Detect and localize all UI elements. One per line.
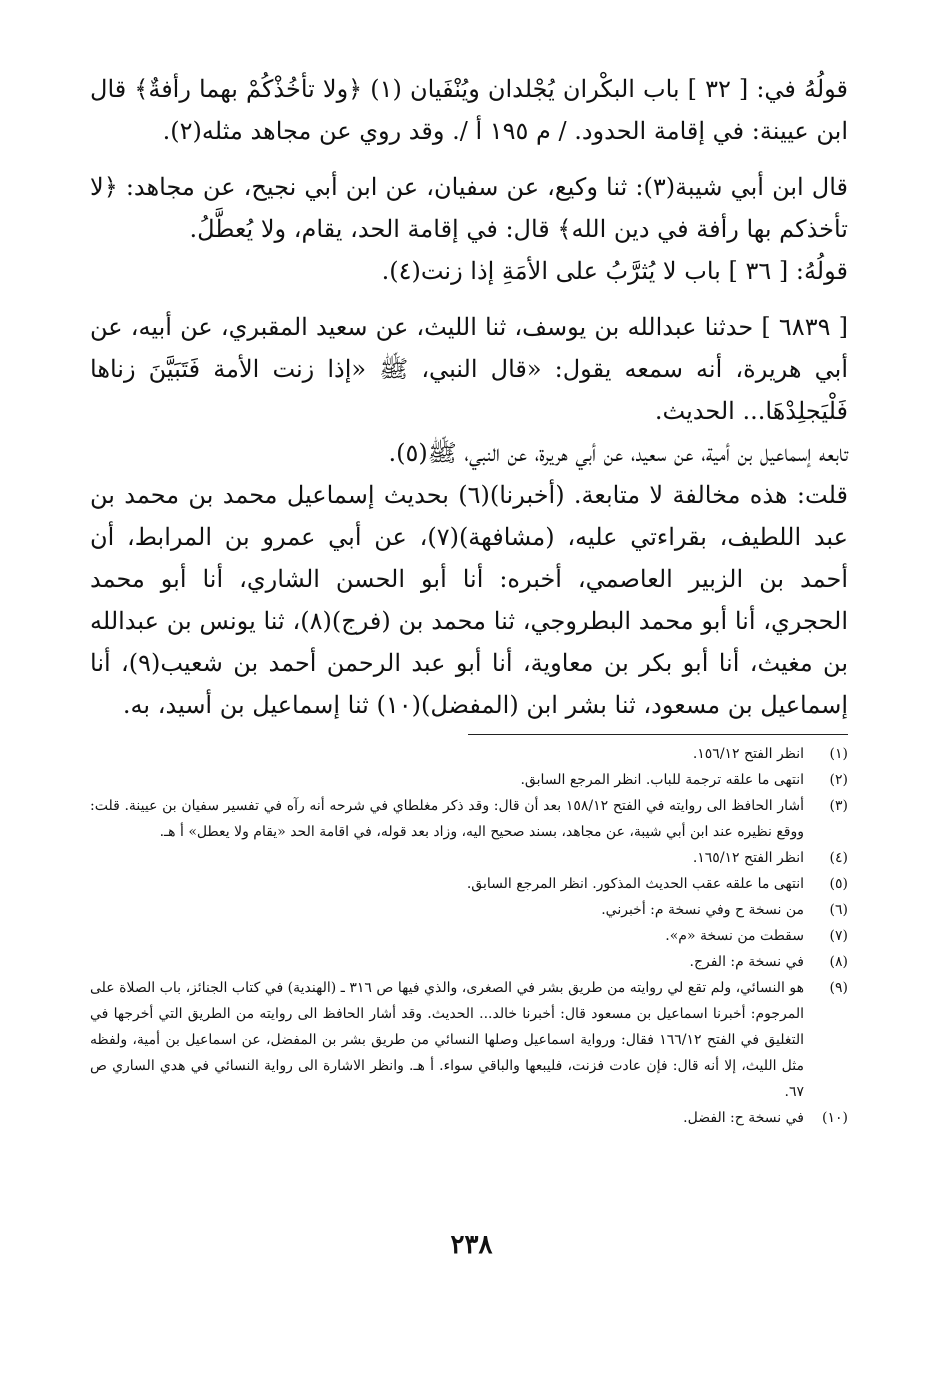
paragraph-1: قولُهُ في: [ ٣٢ ] باب البكْران يُجْلدان ويُنْفَيان (١) ﴿ولا تأخُذْكُمْ بهما رأفةٌ﴾ قال ابن عيينة: في إقامة الحدود. / م ١٩٥ أ /. وقد روي عن مجاهد مثله(٢).	[90, 75, 848, 145]
footnotes	[90, 741, 848, 1131]
footnote-number: (٤)	[829, 850, 848, 866]
footnote-item	[90, 741, 848, 767]
footnote-text: انتهى ما علقه عقب الحديث المذكور. انظر المرجع السابق.	[466, 876, 804, 892]
footnote-item	[90, 793, 848, 845]
footnote-item	[90, 871, 848, 897]
footnote-text: انتهى ما علقه ترجمة للباب. انظر المرجع السابق.	[520, 772, 804, 788]
footnote-text: في نسخة م: الفرج.	[689, 954, 804, 970]
footnote-item	[90, 1105, 848, 1131]
footnote-number: (٥)	[829, 876, 848, 892]
footnote-number: (٩)	[829, 980, 848, 996]
paragraph-3: قولُهُ: [ ٣٦ ] باب لا يُثرَّبُ على الأمَةِ إذا زنت(٤).	[381, 257, 848, 285]
main-text	[90, 68, 848, 726]
footnote-number: (٢)	[829, 772, 848, 788]
footnote-number: (٣)	[829, 798, 848, 814]
footnote-text: انظر الفتح ١٦٥/١٢.	[692, 850, 804, 866]
footnote-number: (٧)	[829, 928, 848, 944]
paragraph-5: تابعه إسماعيل بن أمية، عن سعيد، عن أبي هريرة، عن النبي، ﷺ(٥).	[388, 439, 848, 467]
footnote-item	[90, 923, 848, 949]
footnote-text: أشار الحافظ الى روايته في الفتح ١٥٨/١٢ بعد أن قال: وقد ذكر مغلطاي في شرحه أنه رآه في تفسير سفيان بن عيينة. قلت: ووقع نظيره عند ابن أبي شيبة، عن مجاهد، بسند صحيح اليه، وزاد بعد قوله، في اقامة الحد «يقام ولا يعطل» أ هـ.	[90, 798, 805, 840]
page-body	[90, 68, 848, 1131]
footnote-item	[90, 975, 848, 1105]
footnote-text: سقطت من نسخة «م».	[665, 928, 804, 944]
footnote-text: هو النسائي، ولم تقع لي روايته من طريق بشر في الصغرى، والذي فيها ص ٣١٦ ـ (الهندية) في كتاب الجنائز، باب الصلاة على المرجوم: أخبرنا اسماعيل بن مسعود قال: أخبرنا خالد... الحديث. وقد أشار الحافظ الى روايته من الطريق التي أخرجها في التغليق في الفتح ١٦٦/١٢ فقال: ورواية اسماعيل وصلها النسائي من طريق بشر بن المفضل، عن اسماعيل بن أمية، ولفظه مثل الليث، إلا أنه قال: فإن عادت فزنت، فليبعها والباقي سواء. أ هـ. وانظر الاشارة الى رواية النسائي في هدي الساري ص ٦٧.	[90, 980, 804, 1100]
footnote-number: (٦)	[829, 902, 848, 918]
footnote-text: في نسخة ح: الفضل.	[683, 1110, 804, 1126]
footnote-number: (١٠)	[822, 1110, 848, 1126]
page-number: ٢٣٨	[450, 1230, 493, 1260]
paragraph-4: [ ٦٨٣٩ ] حدثنا عبدالله بن يوسف، ثنا الليث، عن سعيد المقبري، عن أبيه، عن أبي هريرة، أنه سمعه يقول: «قال النبي، ﷺ «إذا زنت الأمة فَتَبَيَّنَ زناها فَلْيَجلِدْهَا... الحديث.	[90, 313, 848, 425]
footnote-number: (١)	[829, 746, 848, 762]
footnote-text: من نسخة ح وفي نسخة م: أخبرني.	[601, 902, 804, 918]
footnote-item	[90, 897, 848, 923]
paragraph-2: قال ابن أبي شيبة(٣): ثنا وكيع، عن سفيان، عن ابن أبي نجيح، عن مجاهد: ﴿لا تأخذكم بها رأفة في دين الله﴾ قال: في إقامة الحد، يقام، ولا يُعطَّلُ.	[90, 173, 848, 243]
footnote-number: (٨)	[829, 954, 848, 970]
footnote-item	[90, 767, 848, 793]
footnote-divider	[468, 734, 848, 735]
paragraph-6: قلت: هذه مخالفة لا متابعة. (أخبرنا)(٦) بحديث إسماعيل محمد بن محمد بن عبد اللطيف، بقراءتي عليه، (مشافهة)(٧)، عن أبي عمرو بن المرابط، أن أحمد بن الزبير العاصمي، أخبره: أنا أبو الحسن الشاري، أنا أبو محمد الحجري، أنا أبو محمد البطروجي، ثنا محمد بن (فرج)(٨)، ثنا يونس بن عبدالله بن مغيث، أنا أبو بكر بن معاوية، أنا أبو عبد الرحمن أحمد بن شعيب(٩)، أنا إسماعيل بن مسعود، ثنا بشر ابن (المفضل)(١٠) ثنا إسماعيل بن أسيد، به.	[90, 481, 848, 719]
footnote-item	[90, 949, 848, 975]
footnote-item	[90, 845, 848, 871]
footnote-text: انظر الفتح ١٥٦/١٢.	[692, 746, 804, 762]
